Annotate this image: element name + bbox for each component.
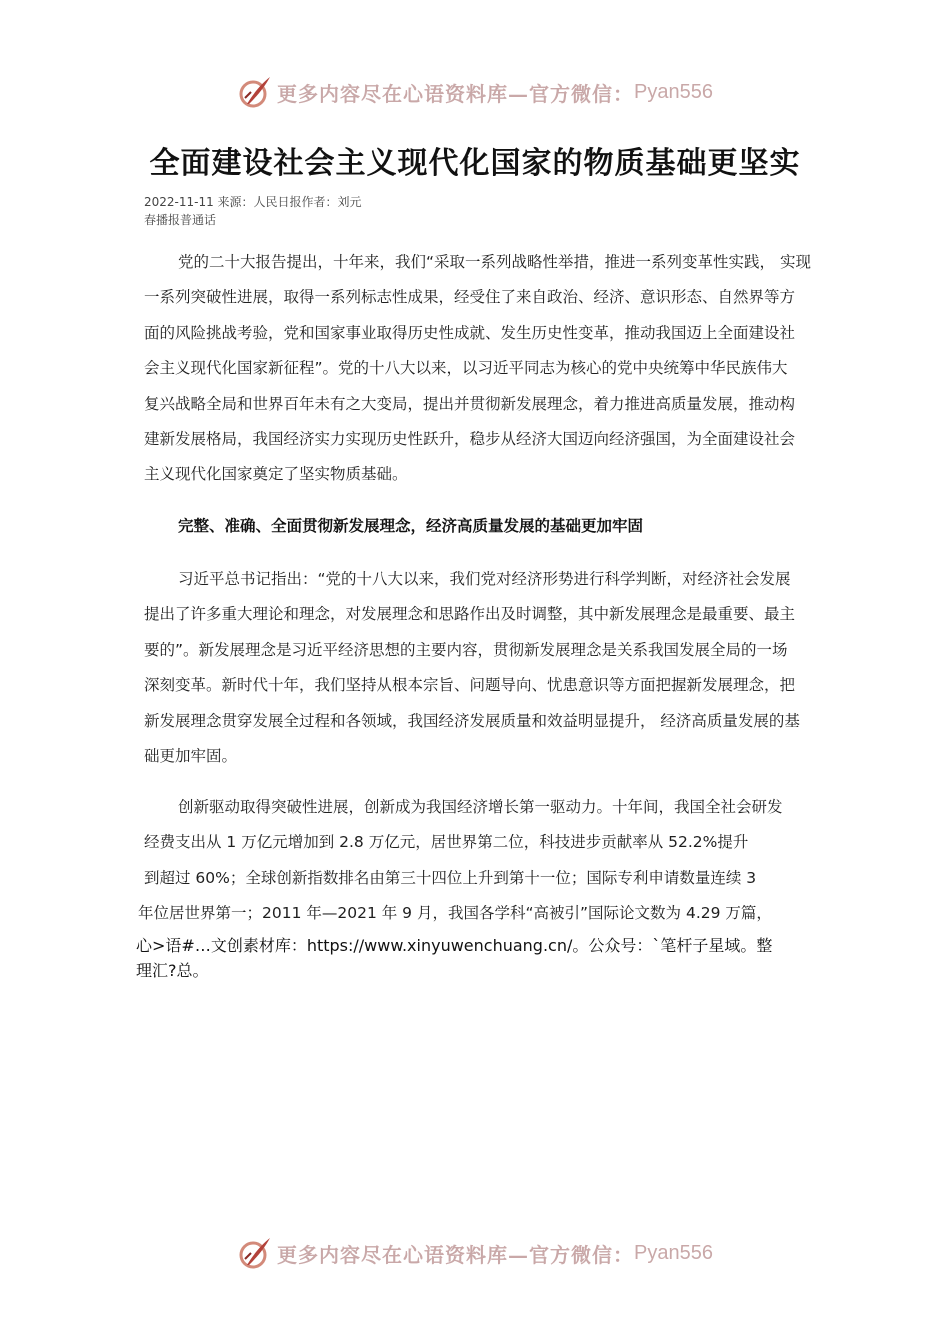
paragraph-2 xyxy=(144,562,820,774)
text-line: 复兴战略全局和世界百年未有之大变局，提出并贯彻新发展理念，着力推进高质量发展，推动构 xyxy=(144,394,796,413)
text-line: 经费支出从 1 万亿元增加到 2.8 万亿元，居世界第二位，科技进步贡献率从 52.2%提升 xyxy=(144,833,749,852)
text-line: 主义现代化国家奠定了坚实物质基础。 xyxy=(144,465,408,484)
text-line: 心>语#…文创素材库：https://www.xinyuwenchuang.cn/。公众号：`笔杆子星域。整 xyxy=(136,936,773,955)
article-title: 全面建设社会主义现代化国家的物质基础更坚实 xyxy=(149,146,801,181)
text-line: 深刻变革。新时代十年，我们坚持从根本宗旨、问题导向、忧患意识等方面把握新发展理念，把 xyxy=(144,676,796,695)
text-line: 到超过 60%；全球创新指数排名由第三十四位上升到第十一位；国际专利申请数量连续 3 xyxy=(144,868,757,887)
paragraph-1 xyxy=(144,245,820,493)
section-subheading: 完整、准确、全面贯彻新发展理念，经济高质量发展的基础更加牢固 xyxy=(178,517,644,535)
banner-text: 更多内容尽在心语资料库—官方微信： xyxy=(277,1242,635,1267)
text-line: 理汇?总。 xyxy=(136,961,209,980)
text-line: 一系列突破性进展，取得一系列标志性成果，经受住了来自政治、经济、意识形态、自然界等方 xyxy=(144,288,796,307)
text-line: 提出了许多重大理论和理念，对发展理念和思路作出及时调整，其中新发展理念是最重要、最主 xyxy=(144,605,796,624)
text-line: 面的风险挑战考验，党和国家事业取得历史性成就、发生历史性变革，推动我国迈上全面建设社 xyxy=(144,323,796,342)
meta-audio-label: 春播报普通话 xyxy=(144,213,217,227)
text-line: 创新驱动取得突破性进展，创新成为我国经济增长第一驱动力。十年间，我国全社会研发 xyxy=(178,798,783,816)
feather-pen-logo-icon xyxy=(237,74,273,110)
text-line: 会主义现代化国家新征程”。党的十八大以来，以习近平同志为核心的党中央统筹中华民族伟大 xyxy=(144,359,788,378)
watermark-paragraph xyxy=(136,933,826,983)
text-line: 要的”。新发展理念是习近平经济思想的主要内容，贯彻新发展理念是关系我国发展全局的一场 xyxy=(144,640,788,659)
text-line: 建新发展格局，我国经济实力实现历史性跃升，稳步从经济大国迈向经济强国，为全面建设社会 xyxy=(144,430,796,449)
text-line: 党的二十大报告提出，十年来，我们“采取一系列战略性举措，推进一系列变革性实践， 实现 xyxy=(178,253,811,271)
banner-wechat-id: Pyan556 xyxy=(634,1241,713,1264)
meta-date-source: 2022-11-11 来源：人民日报作者：刘元 xyxy=(144,195,362,209)
paragraph-3 xyxy=(138,790,820,932)
text-line: 习近平总书记指出：“党的十八大以来，我们党对经济形势进行科学判断，对经济社会发展 xyxy=(178,570,791,588)
footer-banner xyxy=(0,1233,950,1273)
text-line: 年位居世界第一；2011 年—2021 年 9 月，我国各学科“高被引”国际论文数为 4.29 万篇， xyxy=(138,904,772,923)
banner-text: 更多内容尽在心语资料库—官方微信： xyxy=(277,81,635,106)
article-meta xyxy=(144,193,362,229)
text-line: 新发展理念贯穿发展全过程和各领域，我国经济发展质量和效益明显提升， 经济高质量发展的基 xyxy=(144,711,800,730)
header-banner xyxy=(0,72,950,112)
banner-wechat-id: Pyan556 xyxy=(634,80,713,103)
text-line: 础更加牢固。 xyxy=(144,747,238,766)
feather-pen-logo-icon xyxy=(237,1235,273,1271)
